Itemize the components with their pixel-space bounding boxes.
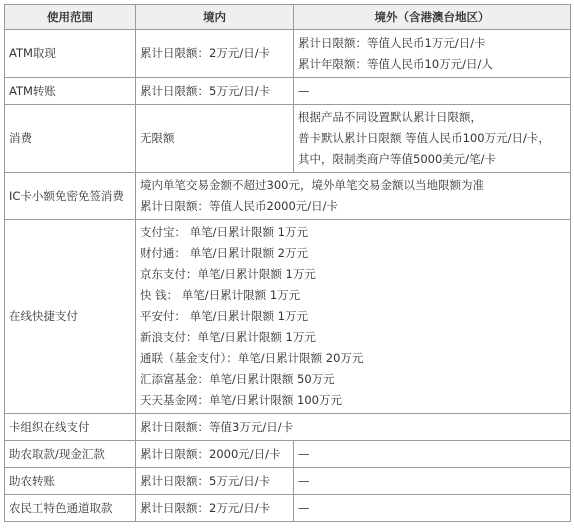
header-domestic: 境内 xyxy=(136,5,294,30)
overseas-cell: — xyxy=(294,495,571,522)
table-row-card-org-online xyxy=(5,414,571,441)
overseas-line: 其中，限制类商户等值5000美元/笔/卡 xyxy=(298,152,497,166)
scope-cell: 助农取款/现金汇款 xyxy=(5,441,136,468)
domestic-cell: 累计日限额：2万元/日/卡 xyxy=(136,30,294,78)
overseas-cell: — xyxy=(294,441,571,468)
detail-line: 天天基金网：单笔/日累计限额 100万元 xyxy=(140,393,342,407)
detail-line: 通联（基金支付）：单笔/日累计限额 20万元 xyxy=(140,351,364,365)
overseas-line: 普卡默认累计日限额 等值人民币100万元/日/卡， xyxy=(298,131,550,145)
detail-line: 新浪支付：单笔/日累计限额 1万元 xyxy=(140,330,316,344)
domestic-cell: 累计日限额：2万元/日/卡 xyxy=(136,495,294,522)
table-row-consumption xyxy=(5,105,571,173)
detail-line: 境内单笔交易金额不超过300元，境外单笔交易金额以当地限额为准 xyxy=(140,178,484,192)
scope-cell: 在线快捷支付 xyxy=(5,220,136,414)
header-scope: 使用范围 xyxy=(5,5,136,30)
detail-line: 快 钱： 单笔/日累计限额 1万元 xyxy=(140,288,301,302)
limits-table xyxy=(4,4,571,522)
table-row-ic-card xyxy=(5,173,571,220)
detail-line: 累计日限额：等值人民币2000元/日/卡 xyxy=(140,199,339,213)
overseas-cell: — xyxy=(294,468,571,495)
merged-cell xyxy=(136,173,571,220)
table-row-agri-transfer xyxy=(5,468,571,495)
table-row-online-quick xyxy=(5,220,571,414)
scope-cell: ATM转账 xyxy=(5,78,136,105)
detail-line: 平安付： 单笔/日累计限额 1万元 xyxy=(140,309,309,323)
overseas-cell xyxy=(294,30,571,78)
overseas-cell: — xyxy=(294,78,571,105)
detail-line: 京东支付：单笔/日累计限额 1万元 xyxy=(140,267,316,281)
scope-cell: ATM取现 xyxy=(5,30,136,78)
table-row-atm-transfer xyxy=(5,78,571,105)
overseas-line: 累计日限额：等值人民币1万元/日/卡 xyxy=(298,35,486,50)
header-row xyxy=(5,5,571,30)
domestic-cell: 无限额 xyxy=(136,105,294,173)
table-row-agri-withdraw xyxy=(5,441,571,468)
detail-line: 汇添富基金：单笔/日累计限额 50万元 xyxy=(140,372,335,386)
overseas-line: 根据产品不同设置默认累计日限额， xyxy=(298,110,482,124)
scope-cell: 助农转账 xyxy=(5,468,136,495)
overseas-cell xyxy=(294,105,571,173)
domestic-cell: 累计日限额：2000元/日/卡 xyxy=(136,441,294,468)
domestic-cell: 累计日限额：5万元/日/卡 xyxy=(136,78,294,105)
header-overseas: 境外（含港澳台地区） xyxy=(294,5,571,30)
scope-cell: 卡组织在线支付 xyxy=(5,414,136,441)
detail-line: 财付通： 单笔/日累计限额 2万元 xyxy=(140,246,309,260)
scope-cell: 消费 xyxy=(5,105,136,173)
detail-line: 支付宝： 单笔/日累计限额 1万元 xyxy=(140,225,309,239)
table-row-migrant-worker xyxy=(5,495,571,522)
domestic-cell: 累计日限额：5万元/日/卡 xyxy=(136,468,294,495)
scope-cell: IC卡小额免密免签消费 xyxy=(5,173,136,220)
overseas-line: 累计年限额：等值人民币10万元/日/人 xyxy=(298,56,493,71)
merged-cell: 累计日限额：等值3万元/日/卡 xyxy=(136,414,571,441)
scope-cell: 农民工特色通道取款 xyxy=(5,495,136,522)
merged-cell xyxy=(136,220,571,414)
table-row-atm-withdraw xyxy=(5,30,571,78)
